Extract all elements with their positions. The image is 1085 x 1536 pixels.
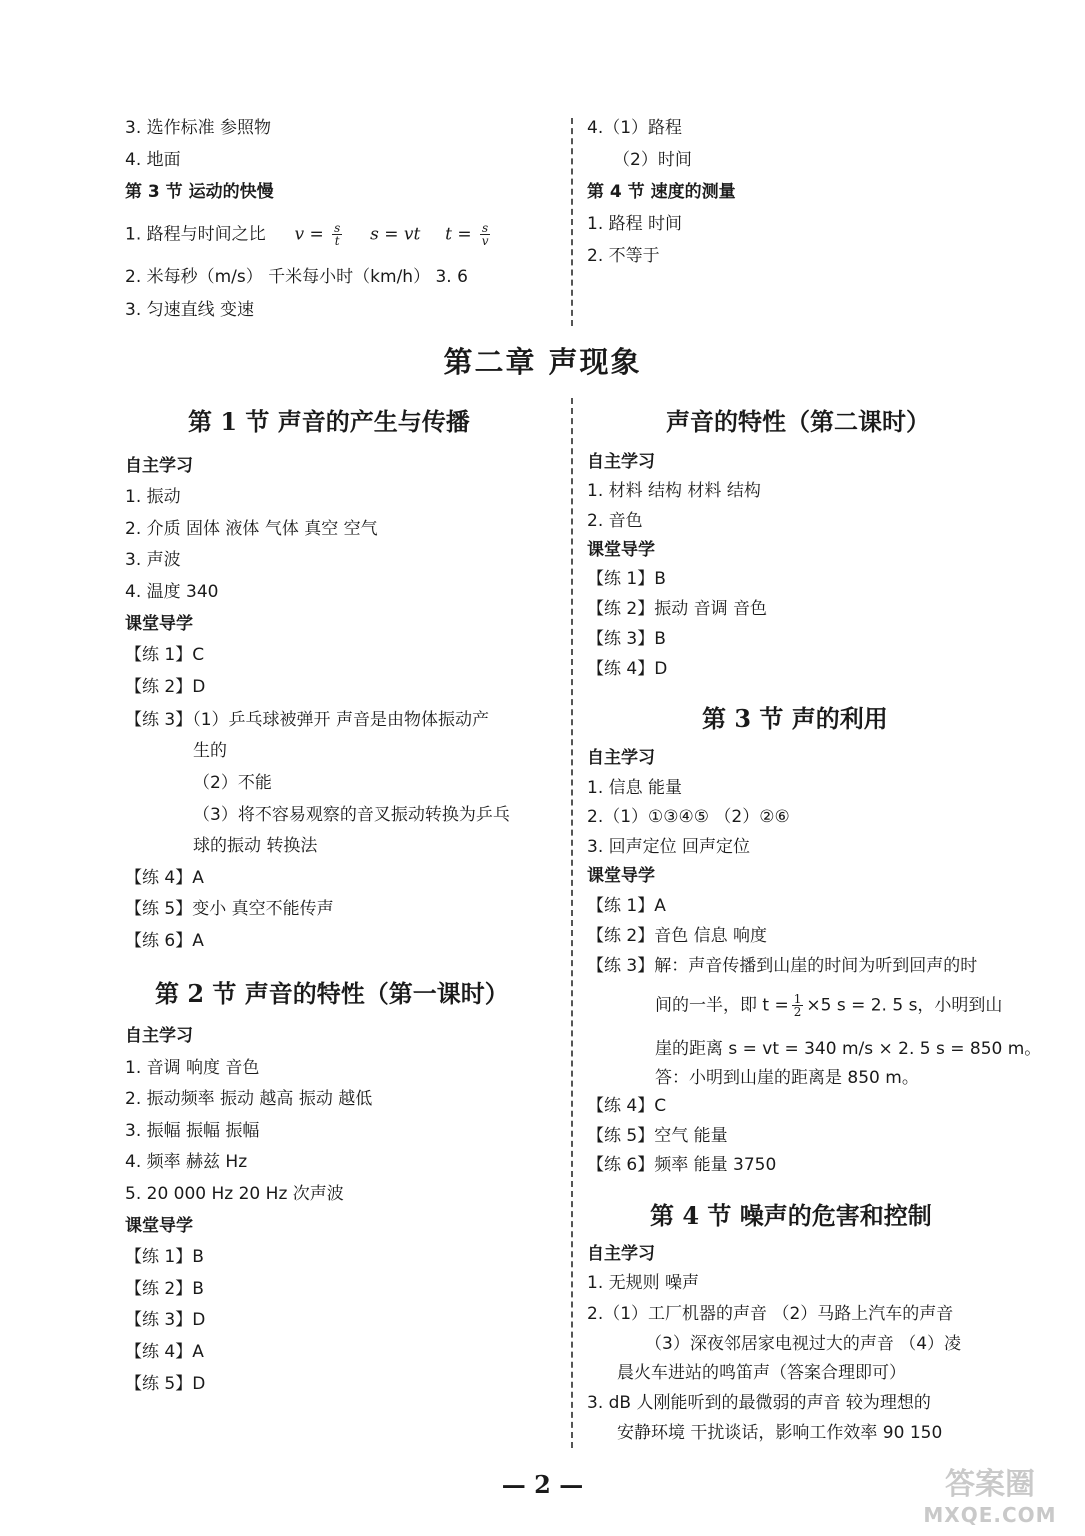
exercise-line: 崖的距离 s = vt = 340 m/s × 2. 5 s = 850 m。 bbox=[655, 1039, 1042, 1059]
answer-line: 1. 无规则 噪声 bbox=[587, 1273, 700, 1293]
subheading: 自主学习 bbox=[125, 456, 193, 476]
section-title: 第 3 节 声的利用 bbox=[702, 704, 888, 733]
exercise-line: 【练 6】A bbox=[125, 931, 204, 951]
answer-line: （3）深夜邻居家电视过大的声音 （4）凌 bbox=[645, 1334, 962, 1354]
answer-line: 1. 振动 bbox=[125, 487, 181, 507]
exercise-line: 答：小明到山崖的距离是 850 m。 bbox=[655, 1068, 919, 1088]
exercise-line: 【练 2】音色 信息 响度 bbox=[587, 926, 768, 946]
fraction-denominator: 2 bbox=[793, 1005, 802, 1019]
exercise-line: 【练 2】B bbox=[125, 1279, 204, 1299]
answer-line: 2.（1）工厂机器的声音 （2）马路上汽车的声音 bbox=[587, 1304, 954, 1324]
answer-line: （2）时间 bbox=[613, 150, 692, 170]
watermark-text: 答案圈 bbox=[945, 1467, 1035, 1502]
fraction-numerator: s bbox=[482, 221, 489, 235]
fraction-denominator: t bbox=[334, 234, 340, 248]
section-title: 第 1 节 声音的产生与传播 bbox=[188, 407, 470, 436]
answer-line: 3. 匀速直线 变速 bbox=[125, 300, 255, 320]
answer-line: 3. dB 人刚能听到的最微弱的声音 较为理想的 bbox=[587, 1393, 931, 1413]
answer-line: 3. 声波 bbox=[125, 550, 181, 570]
formula-svt: s = vt bbox=[370, 224, 421, 245]
fraction-s-over-t bbox=[332, 222, 342, 247]
answer-line: 2. 振动频率 振动 越高 振动 越低 bbox=[125, 1089, 373, 1109]
exercise-text: ×5 s = 2. 5 s，小明到山 bbox=[806, 995, 1003, 1016]
exercise-line: 【练 6】频率 能量 3750 bbox=[587, 1155, 777, 1175]
subheading: 自主学习 bbox=[125, 1026, 193, 1046]
watermark-url: MXQE.COM bbox=[923, 1503, 1057, 1527]
exercise-line: 【练 4】A bbox=[125, 868, 204, 888]
exercise-line: 【练 1】B bbox=[125, 1247, 204, 1267]
subheading: 课堂导学 bbox=[587, 540, 655, 560]
column-divider-top bbox=[571, 118, 573, 326]
answer-line: 4. 地面 bbox=[125, 150, 181, 170]
answer-line: 1. 路程 时间 bbox=[587, 214, 683, 234]
exercise-line: 【练 1】B bbox=[587, 569, 666, 589]
formula-line bbox=[125, 222, 493, 247]
exercise-line: 【练 3】B bbox=[587, 629, 666, 649]
formula-v: v = bbox=[294, 224, 324, 245]
exercise-line: 【练 2】D bbox=[125, 677, 206, 697]
fraction-s-over-v bbox=[480, 222, 490, 247]
subheading: 课堂导学 bbox=[125, 614, 193, 634]
answer-line: 3. 选作标准 参照物 bbox=[125, 118, 272, 138]
answer-line: 1. 音调 响度 音色 bbox=[125, 1058, 260, 1078]
exercise-line: （3）将不容易观察的音叉振动转换为乒乓 bbox=[193, 805, 510, 825]
answer-line: 2. 不等于 bbox=[587, 246, 660, 266]
page-number: — 2 — bbox=[501, 1470, 584, 1499]
formula-t: t = bbox=[445, 224, 472, 245]
fraction-denominator: v bbox=[481, 234, 489, 248]
fraction-numerator: 1 bbox=[793, 992, 802, 1006]
answer-line: 4.（1）路程 bbox=[587, 118, 683, 138]
column-divider-main bbox=[571, 398, 573, 1448]
exercise-line: 【练 2】振动 音调 音色 bbox=[587, 599, 768, 619]
exercise-line: 【练 1】A bbox=[587, 896, 666, 916]
answer-line: 5. 20 000 Hz 20 Hz 次声波 bbox=[125, 1184, 344, 1204]
subheading: 自主学习 bbox=[587, 1244, 655, 1264]
exercise-line: 球的振动 转换法 bbox=[193, 836, 318, 856]
subheading: 课堂导学 bbox=[125, 1216, 193, 1236]
exercise-line: 【练 5】空气 能量 bbox=[587, 1126, 728, 1146]
subheading: 自主学习 bbox=[587, 452, 655, 472]
exercise-line bbox=[655, 993, 1002, 1018]
section-heading: 第 4 节 速度的测量 bbox=[587, 182, 736, 202]
exercise-line: 【练 4】A bbox=[125, 1342, 204, 1362]
answer-line: 2. 米每秒（m/s） 千米每小时（km/h） 3. 6 bbox=[125, 267, 468, 287]
exercise-line: （2）不能 bbox=[193, 773, 272, 793]
fraction-one-half bbox=[792, 993, 804, 1018]
exercise-line: 【练 3】（1）乒乓球被弹开 声音是由物体振动产 bbox=[125, 710, 489, 730]
section-title: 第 2 节 声音的特性（第一课时） bbox=[155, 979, 509, 1008]
chapter-title: 第二章 声现象 bbox=[443, 345, 642, 379]
subheading: 课堂导学 bbox=[587, 866, 655, 886]
answer-line: 4. 频率 赫兹 Hz bbox=[125, 1152, 248, 1172]
exercise-line: 【练 3】D bbox=[125, 1310, 206, 1330]
answer-line: 4. 温度 340 bbox=[125, 582, 219, 602]
exercise-line: 【练 4】D bbox=[587, 659, 668, 679]
exercise-line: 【练 5】变小 真空不能传声 bbox=[125, 899, 334, 919]
exercise-line: 【练 4】C bbox=[587, 1096, 667, 1116]
section-heading: 第 3 节 运动的快慢 bbox=[125, 182, 274, 202]
watermark-logo bbox=[905, 1467, 1075, 1530]
answer-line: 1. 信息 能量 bbox=[587, 778, 683, 798]
exercise-line: 【练 1】C bbox=[125, 645, 205, 665]
exercise-text: 间的一半，即 t = bbox=[655, 995, 789, 1016]
answer-line: 晨火车进站的鸣笛声（答案合理即可） bbox=[617, 1363, 906, 1383]
answer-line: 安静环境 干扰谈话，影响工作效率 90 150 bbox=[617, 1423, 943, 1443]
answer-line: 3. 振幅 振幅 振幅 bbox=[125, 1121, 260, 1141]
subheading: 自主学习 bbox=[587, 748, 655, 768]
answer-text: 1. 路程与时间之比 bbox=[125, 224, 266, 245]
exercise-line: 【练 3】解：声音传播到山崖的时间为听到回声的时 bbox=[587, 956, 978, 976]
section-title: 声音的特性（第二课时） bbox=[666, 407, 930, 436]
answer-line: 3. 回声定位 回声定位 bbox=[587, 837, 751, 857]
answer-line: 2. 音色 bbox=[587, 511, 643, 531]
answer-line: 2.（1）①③④⑤ （2）②⑥ bbox=[587, 807, 790, 827]
answer-line: 2. 介质 固体 液体 气体 真空 空气 bbox=[125, 519, 378, 539]
exercise-line: 生的 bbox=[193, 741, 227, 761]
exercise-line: 【练 5】D bbox=[125, 1374, 206, 1394]
fraction-numerator: s bbox=[334, 221, 341, 235]
answer-line: 1. 材料 结构 材料 结构 bbox=[587, 481, 761, 501]
section-title: 第 4 节 噪声的危害和控制 bbox=[650, 1201, 932, 1230]
